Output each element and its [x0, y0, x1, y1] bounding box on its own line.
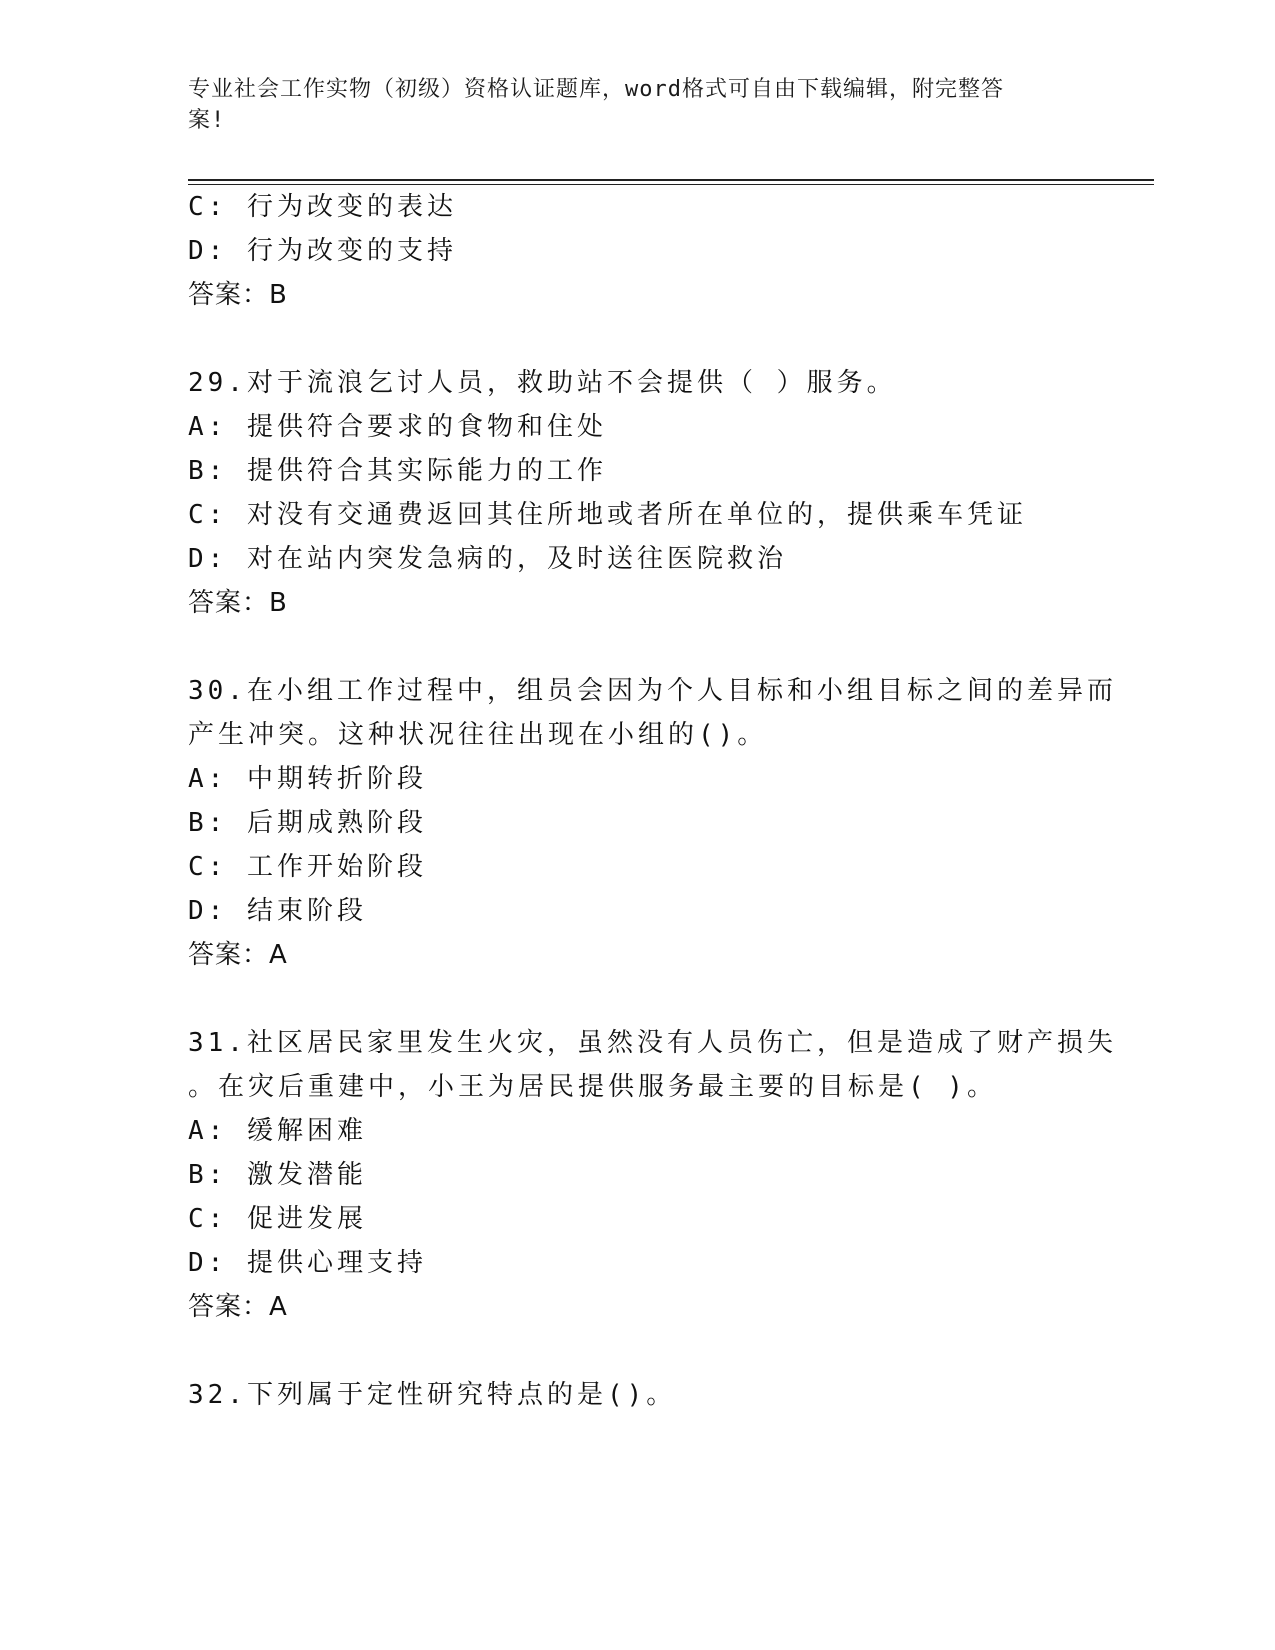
- question-29-option-b: B: 提供符合其实际能力的工作: [188, 456, 607, 486]
- question-31-option-a: A: 缓解困难: [188, 1116, 367, 1146]
- question-31-answer: 答案：A: [188, 1292, 288, 1322]
- question-29-answer: 答案：B: [188, 588, 288, 618]
- question-30-option-a: A: 中期转折阶段: [188, 764, 427, 794]
- question-29-option-a: A: 提供符合要求的食物和住处: [188, 412, 607, 442]
- header-title-line-1: 专业社会工作实物（初级）资格认证题库，word格式可自由下载编辑，附完整答: [188, 77, 1004, 102]
- option-c: C: 行为改变的表达: [188, 192, 457, 222]
- document-header: [188, 74, 1068, 136]
- question-29-option-d: D: 对在站内突发急病的，及时送往医院救治: [188, 544, 787, 574]
- header-divider-thin: [188, 184, 1154, 185]
- header-divider-thick: [188, 179, 1154, 181]
- question-30-option-b: B: 后期成熟阶段: [188, 808, 427, 838]
- question-30-stem-line-2: 产生冲突。这种状况往往出现在小组的()。: [188, 720, 768, 750]
- question-30-stem-line-1: 30.在小组工作过程中，组员会因为个人目标和小组目标之间的差异而: [188, 676, 1117, 706]
- question-31-option-b: B: 激发潜能: [188, 1160, 367, 1190]
- question-31-option-c: C: 促进发展: [188, 1204, 367, 1234]
- header-title-line-2: 案!: [188, 108, 226, 133]
- question-31-option-d: D: 提供心理支持: [188, 1248, 427, 1278]
- question-31-stem-line-2: 。在灾后重建中，小王为居民提供服务最主要的目标是( )。: [188, 1072, 997, 1102]
- question-31-stem-line-1: 31.社区居民家里发生火灾，虽然没有人员伤亡，但是造成了财产损失: [188, 1028, 1117, 1058]
- question-32-stem: 32.下列属于定性研究特点的是()。: [188, 1380, 677, 1410]
- question-30-answer: 答案：A: [188, 940, 288, 970]
- question-29-option-c: C: 对没有交通费返回其住所地或者所在单位的，提供乘车凭证: [188, 500, 1027, 530]
- question-30-option-c: C: 工作开始阶段: [188, 852, 427, 882]
- option-d: D: 行为改变的支持: [188, 236, 457, 266]
- answer-line: 答案：B: [188, 280, 288, 310]
- question-30-option-d: D: 结束阶段: [188, 896, 367, 926]
- question-29-stem: 29.对于流浪乞讨人员，救助站不会提供（ ）服务。: [188, 368, 897, 398]
